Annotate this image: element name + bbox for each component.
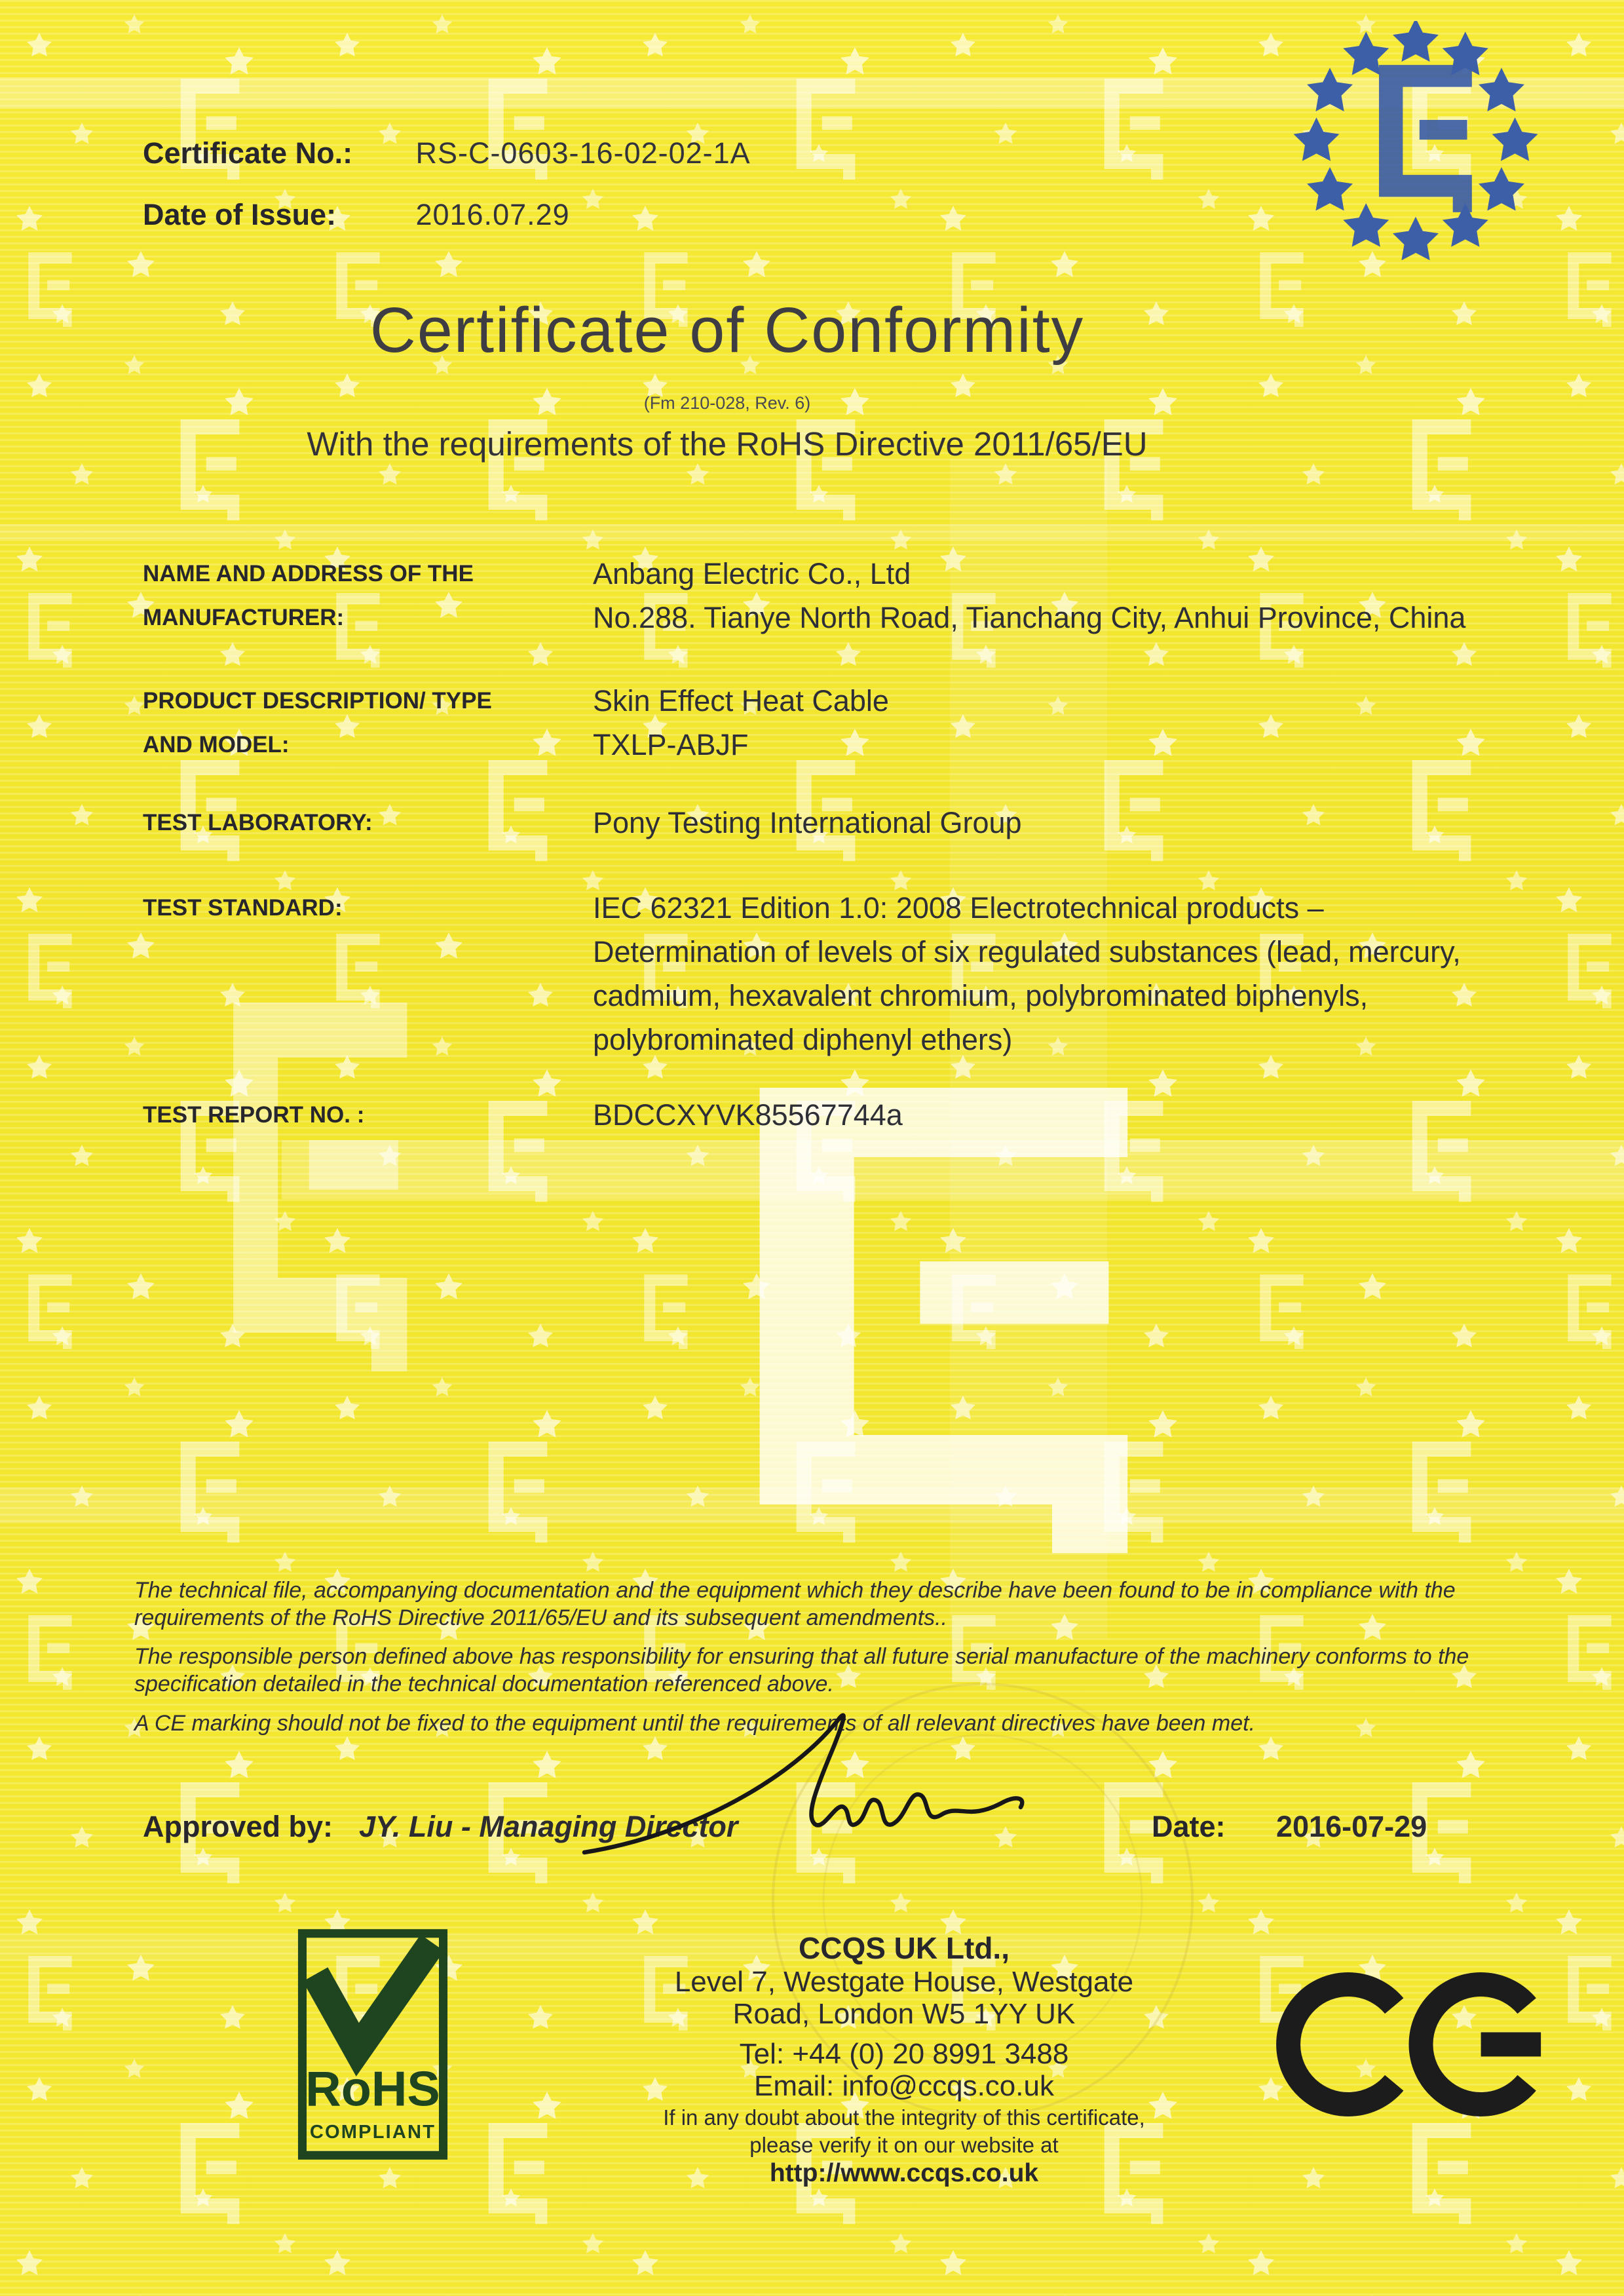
certificate-number-value: RS-C-0603-16-02-02-1A [415,136,751,170]
field-label [143,679,588,767]
field-label [143,552,588,640]
field-value [593,1093,1549,1137]
approval-date-label: Date: [1152,1810,1226,1843]
issuer-verify-line: please verify it on our website at [749,2132,1059,2157]
page-subtitle: With the requirements of the RoHS Directive 2011/65/EU [307,425,1148,463]
field-value-line: Anbang Electric Co., Ltd [593,557,911,590]
field-label-line: MANUFACTURER: [143,605,345,630]
date-of-issue-value: 2016.07.29 [415,198,570,231]
eu-stars-ring [1293,21,1538,260]
field-label-line: PRODUCT DESCRIPTION/ TYPE [143,688,492,714]
field-label-line: TEST LABORATORY: [143,810,373,835]
field-value [593,801,1549,845]
issuer-website: http://www.ccqs.co.uk [769,2159,1039,2188]
check-icon [322,1955,424,2050]
field-value-line: TXLP-ABJF [593,728,749,761]
handwritten-signature [576,1698,1114,1875]
field-value-line: IEC 62321 Edition 1.0: 2008 Electrotechnical products – [593,891,1324,925]
legal-paragraph: The technical file, accompanying documentation and the equipment which they describe have been found to be in compliance with the requirements of the RoHS Directive 2011/65/EU and its subsequent amendments.. [134,1578,1456,1631]
field-value-line: cadmium, hexavalent chromium, polybrominated biphenyls, [593,979,1369,1012]
approved-by-name: JY. Liu - Managing Director [359,1810,738,1843]
field-value [593,886,1549,1062]
field-label [143,801,588,845]
field-label-line: NAME AND ADDRESS OF THE [143,561,474,586]
legal-paragraph: The responsible person defined above has responsibility for ensuring that all future serial manufacture of the machinery conforms to the specification detailed in the technical documentation referenced above. [134,1644,1469,1697]
field-label [143,886,588,930]
issuer-address-line: Road, London W5 1YY UK [732,1997,1076,2030]
field-value-line: Skin Effect Heat Cable [593,684,889,718]
field-label-line: TEST STANDARD: [143,895,343,921]
certificate-number-row [143,136,751,170]
issuer-telephone: Tel: +44 (0) 20 8991 3488 [739,2038,1069,2071]
legal-paragraph: A CE marking should not be fixed to the equipment until the requirements of all relevant directives have been met. [134,1710,1256,1736]
approval-date-value: 2016-07-29 [1276,1810,1427,1843]
field-value-line: polybrominated diphenyl ethers) [593,1023,1013,1056]
date-of-issue-row [143,198,570,232]
page-title: Certificate of Conformity [369,294,1085,366]
field-value [593,552,1549,640]
issuer-email: Email: info@ccqs.co.uk [754,2070,1054,2103]
issuer-name: CCQS UK Ltd., [799,1931,1010,1965]
rohs-logo-subtitle: COMPLIANT [309,2122,436,2143]
date-of-issue-label: Date of Issue: [143,198,337,231]
ce-mark [1268,1949,1556,2139]
rohs-compliant-logo [296,1928,449,2161]
field-label [143,1093,588,1137]
field-value [593,679,1549,767]
form-reference: (Fm 210-028, Rev. 6) [643,393,811,413]
approved-by-label: Approved by: [143,1810,333,1843]
field-value-line: No.288. Tianye North Road, Tianchang City, Anhui Province, China [593,601,1466,634]
issuer-address-line: Level 7, Westgate House, Westgate [674,1965,1134,1998]
issuer-block [590,1932,1218,2189]
field-label-line: AND MODEL: [143,732,290,757]
certificate-number-label: Certificate No.: [143,136,353,170]
issuer-verify-line: If in any doubt about the integrity of this certificate, [663,2105,1145,2130]
field-label-line: TEST REPORT NO. : [143,1102,365,1128]
field-value-line: BDCCXYVK85567744a [593,1098,903,1132]
field-value-line: Determination of levels of six regulated substances (lead, mercury, [593,935,1461,968]
ccqs-e-glyph-icon [1379,65,1472,212]
eu-stars-circle-logo [1292,21,1539,262]
field-value-line: Pony Testing International Group [593,806,1022,839]
rohs-logo-title: RoHS [305,2061,440,2117]
